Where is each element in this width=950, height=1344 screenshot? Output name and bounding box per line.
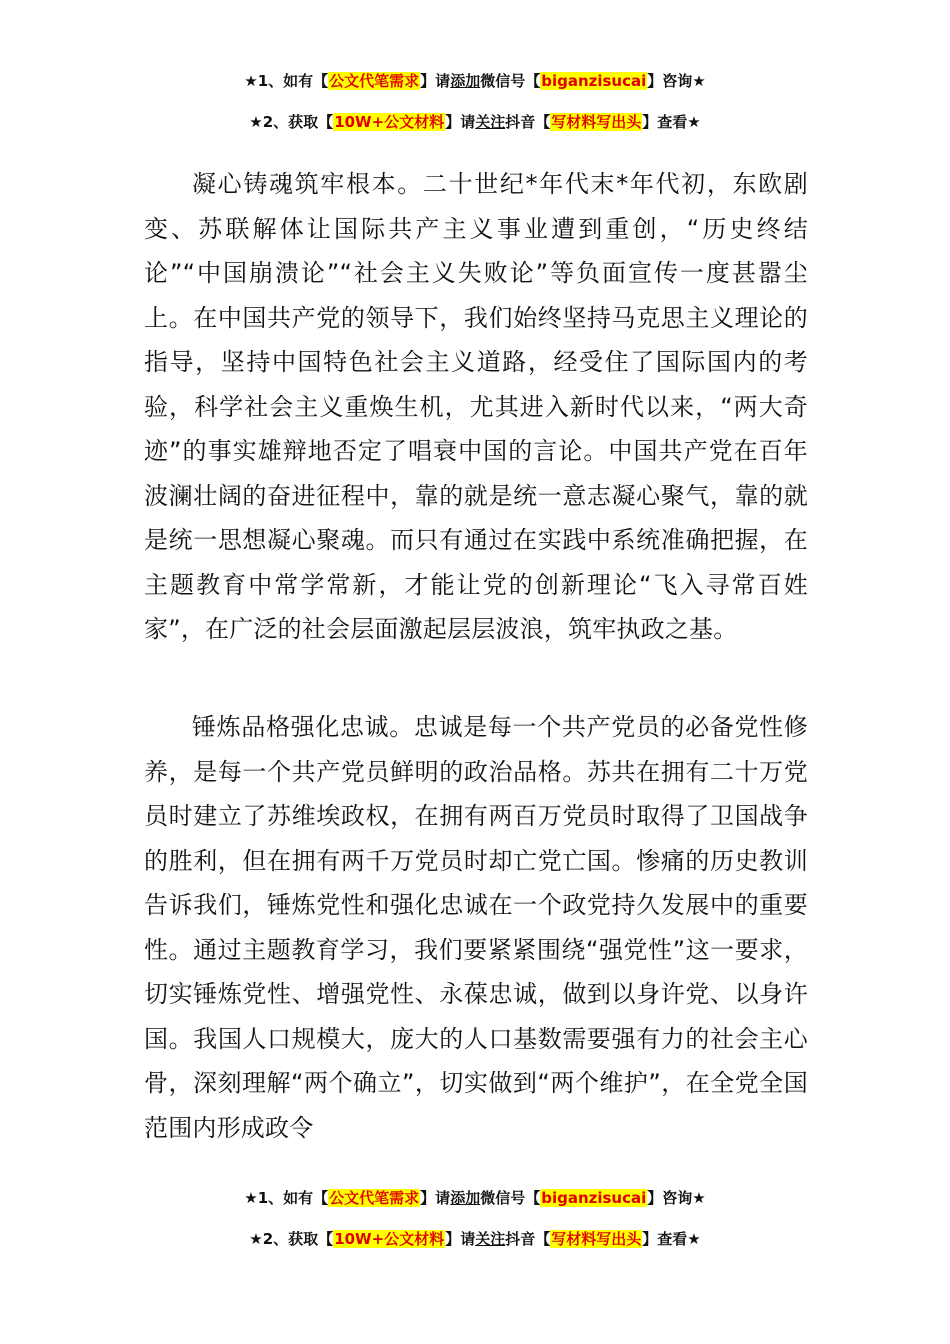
promo-banner-line-2-bottom xyxy=(0,1228,950,1250)
promo-banner-line-2-top xyxy=(0,111,950,133)
banner-text: 】请 xyxy=(420,72,451,90)
banner-prefix: ★1、如有【 xyxy=(244,72,329,90)
banner-suffix: 】查看★ xyxy=(642,1230,701,1248)
banner-text: 】请 xyxy=(445,1230,476,1248)
banner-highlight-wechat-id: biganzisucai xyxy=(541,72,647,90)
banner-highlight-wechat-id: biganzisucai xyxy=(541,1189,647,1207)
banner-suffix: 】咨询★ xyxy=(647,72,706,90)
banner-suffix: 】咨询★ xyxy=(647,1189,706,1207)
paragraph-text: 凝心铸魂筑牢根本。二十世纪*年代末*年代初，东欧剧变、苏联解体让国际共产主义事业遭到重创，“历史终结论”“中国崩溃论”“社会主义失败论”等负面宣传一度甚嚣尘上。在中国共产党的领导下，我们始终坚持马克思主义理论的指导，坚持中国特色社会主义道路，经受住了国际国内的考验，科学社会主义重焕生机，尤其进入新时代以来，“两大奇迹”的事实雄辩地否定了唱衰中国的言论。中国共产党在百年波澜壮阔的奋进征程中，靠的就是统一意志凝心聚气，靠的就是统一思想凝心聚魂。而只有通过在实践中系统准确把握，在主题教育中常学常新，才能让党的创新理论“飞入寻常百姓家”，在广泛的社会层面激起层层波浪，筑牢执政之基。 xyxy=(144,170,808,643)
banner-underlined-word: 关注 xyxy=(475,113,506,131)
banner-highlight-douyin-id: 写材料写出头 xyxy=(551,113,642,131)
banner-highlight-service: 公文代笔需求 xyxy=(329,1189,420,1207)
banner-underlined-word: 添加 xyxy=(450,72,481,90)
banner-underlined-word: 关注 xyxy=(475,1230,506,1248)
banner-text: 抖音【 xyxy=(505,1230,551,1248)
banner-suffix: 】查看★ xyxy=(642,113,701,131)
banner-text: 微信号【 xyxy=(480,1189,541,1207)
banner-underlined-word: 添加 xyxy=(450,1189,481,1207)
banner-prefix: ★2、获取【 xyxy=(249,1230,334,1248)
banner-highlight-douyin-id: 写材料写出头 xyxy=(551,1230,642,1248)
banner-text: 】请 xyxy=(420,1189,451,1207)
banner-text: 】请 xyxy=(445,113,476,131)
banner-highlight-materials: 10W+公文材料 xyxy=(334,1230,445,1248)
banner-highlight-materials: 10W+公文材料 xyxy=(334,113,445,131)
banner-prefix: ★1、如有【 xyxy=(244,1189,329,1207)
paragraph-text: 锤炼品格强化忠诚。忠诚是每一个共产党员的必备党性修养，是每一个共产党员鲜明的政治品格。苏共在拥有二十万党员时建立了苏维埃政权，在拥有两百万党员时取得了卫国战争的胜利，但在拥有两千万党员时却亡党亡国。惨痛的历史教训告诉我们，锤炼党性和强化忠诚在一个政党持久发展中的重要性。通过主题教育学习，我们要紧紧围绕“强党性”这一要求，切实锤炼党性、增强党性、永葆忠诚，做到以身许党、以身许国。我国人口规模大，庞大的人口基数需要强有力的社会主心骨，深刻理解“两个确立”，切实做到“两个维护”，在全党全国范围内形成政令 xyxy=(144,713,808,1142)
banner-highlight-service: 公文代笔需求 xyxy=(329,72,420,90)
body-paragraph-2 xyxy=(144,705,808,1150)
body-paragraph-1 xyxy=(144,162,808,652)
banner-prefix: ★2、获取【 xyxy=(249,113,334,131)
promo-banner-line-1-top xyxy=(0,70,950,92)
banner-text: 微信号【 xyxy=(480,72,541,90)
promo-banner-line-1-bottom xyxy=(0,1187,950,1209)
banner-text: 抖音【 xyxy=(505,113,551,131)
